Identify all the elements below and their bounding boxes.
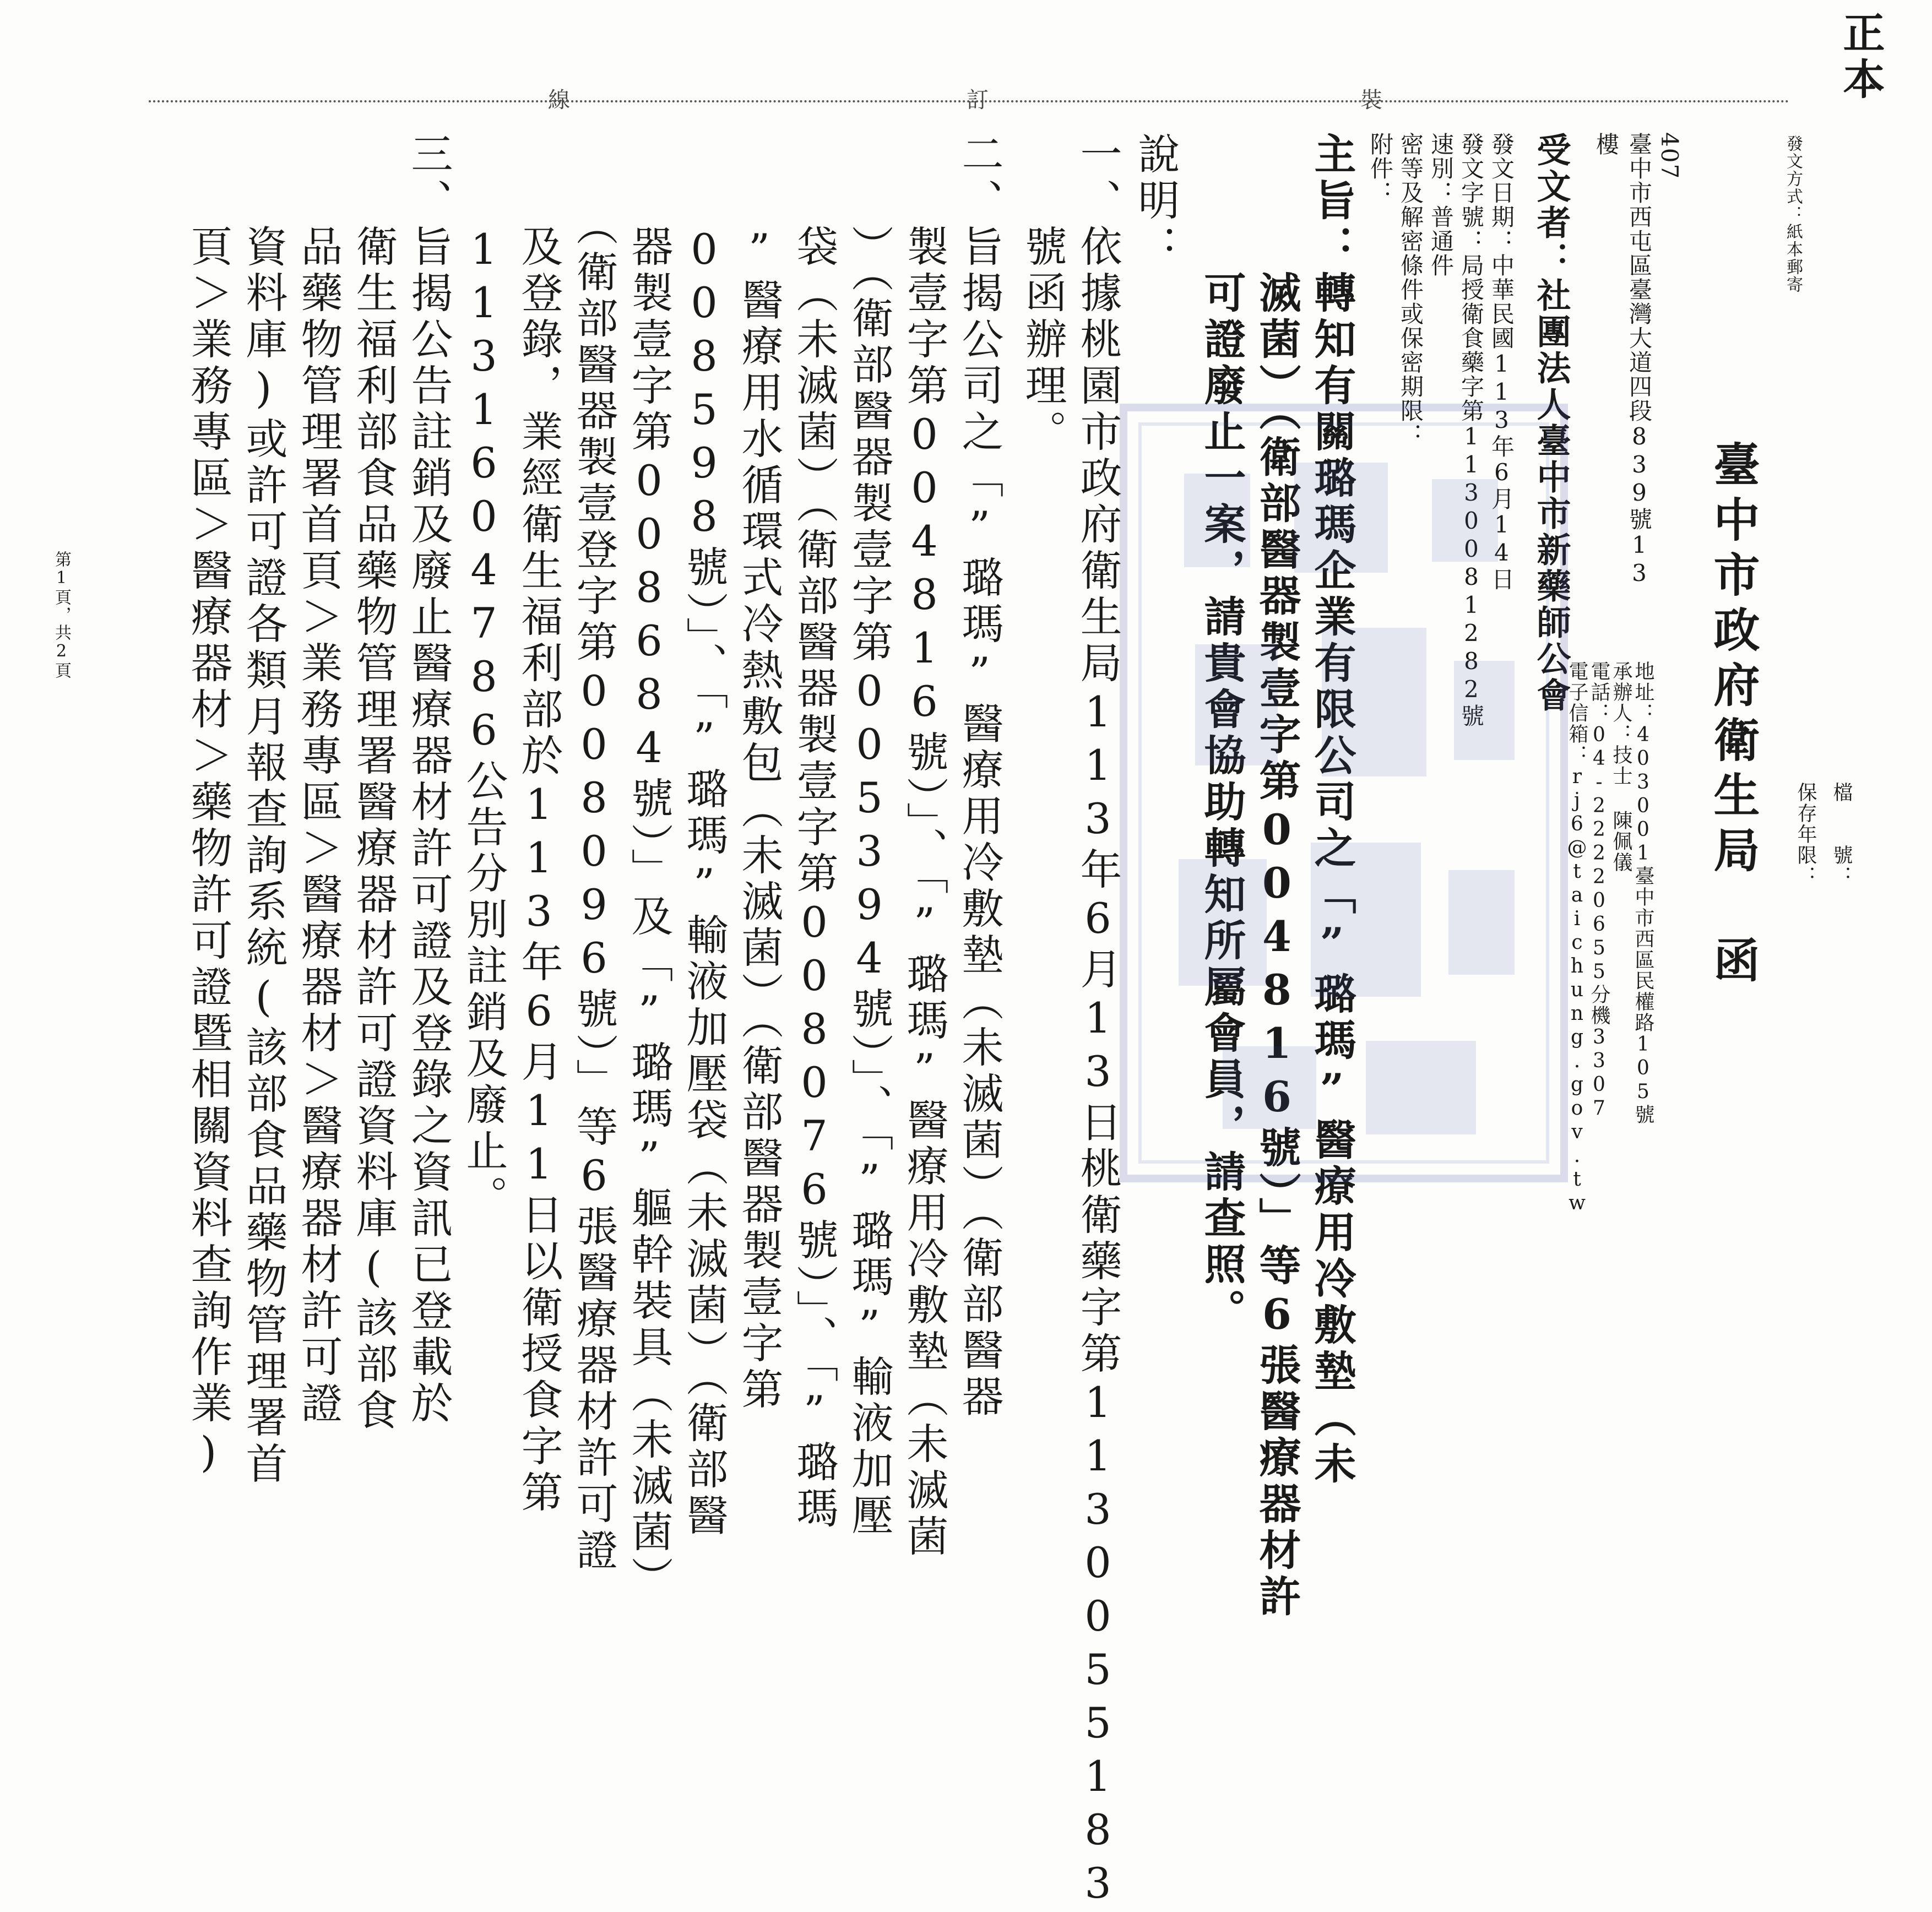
subject-line-3: 可證廢止一案，請貴會協助轉知所屬會員，請查照。 xyxy=(1197,132,1246,1335)
item-2-line-7: 器製壹字第008684號）」及「”璐瑪”軀幹裝具（未滅菌） xyxy=(625,132,674,1603)
sender-phone: 電話：04-22220655分機3307 xyxy=(1588,661,1610,1121)
send-method: 發文方式：紙本郵寄 xyxy=(1783,135,1803,294)
item-2-line-4: 袋（未滅菌）（衛部醫器製壹字第008076號）」、「”璐瑪 xyxy=(790,132,839,1533)
recipient-address-line1: 臺中市西屯區臺灣大道四段839號13 xyxy=(1626,132,1653,588)
item-2-line-6: 008598號）」、「”璐瑪”輸液加壓袋（未滅菌）（衛部醫 xyxy=(680,132,729,1540)
sender-email: 電子信箱：rj6@taichung.gov.tw xyxy=(1566,661,1588,1215)
attachment: 附件： xyxy=(1367,132,1394,205)
subject-line-1: 主旨：轉知有關璐瑪企業有限公司之「”璐瑪”醫療用冷敷墊（未 xyxy=(1307,132,1356,1488)
item-1-line-2: 號函辦理。 xyxy=(1018,132,1067,456)
item-3-line-3: 品藥物管理署首頁＞業務專區＞醫療器材＞醫療器材許可證 xyxy=(294,132,343,1427)
issue-date: 發文日期：中華民國113年6月14日 xyxy=(1488,132,1515,591)
explanation-label: 說明： xyxy=(1131,132,1180,271)
binding-char-right: 裝 xyxy=(1360,88,1382,113)
item-2-line-10: 1131604786公告分別註銷及廢止。 xyxy=(459,132,508,1221)
archive-number: 檔 號： xyxy=(1830,782,1853,887)
subject-line-2: 滅菌）（衛部醫器製壹字第004816號）」等6張醫療器材許 xyxy=(1252,132,1301,1621)
sender-handler: 承辦人：技士 陳佩儀 xyxy=(1610,661,1632,873)
item-1-line-1: 一、依據桃園市政府衛生局113年6月13日桃衛藥字第1130055183 xyxy=(1073,132,1122,1912)
item-2-line-1: 二、旨揭公司之「”璐瑪”醫療用冷敷墊（未滅菌）（衛部醫器 xyxy=(955,132,1004,1421)
item-3-line-4: 資料庫)或許可證各類月報查詢系統(該部食品藥物管理署首 xyxy=(239,132,288,1488)
recipient: 受文者：社團法人臺中市新藥師公會 xyxy=(1531,132,1571,714)
document-title: 臺中市政府衛生局 函 xyxy=(1706,441,1761,991)
recipient-postcode: 407 xyxy=(1656,132,1683,180)
item-2-line-3: ）（衛部醫器製壹字第005394號）」、「”璐瑪”輸液加壓 xyxy=(845,132,894,1540)
secrecy-level: 密等及解密條件或保密期限： xyxy=(1397,132,1424,447)
official-seal-stamp xyxy=(1101,385,1586,1201)
item-3-line-1: 三、旨揭公告註銷及廢止醫療器材許可證及登錄之資訊已登載於 xyxy=(404,132,453,1427)
original-copy-mark: 正本 xyxy=(1836,11,1885,104)
binding-char-left: 線 xyxy=(548,88,570,113)
retention-period: 保存年限： xyxy=(1794,782,1817,887)
sender-address: 地址：403001臺中市西區民權路105號 xyxy=(1632,661,1654,1125)
item-2-line-9: 及登錄，業經衛生福利部於113年6月11日以衛授食字第 xyxy=(514,132,563,1517)
recipient-address-line2: 樓 xyxy=(1593,132,1620,156)
page-number: 第1頁，共2頁 xyxy=(52,551,71,680)
item-3-line-5: 頁＞業務專區＞醫療器材＞藥物許可證暨相關資料查詢作業) xyxy=(184,132,233,1481)
item-2-line-5: ”醫療用水循環式冷熱敷包（未滅菌）（衛部醫器製壹字第 xyxy=(735,132,784,1414)
delivery-speed: 速別：普通件 xyxy=(1428,132,1455,278)
item-3-line-2: 衛生福利部食品藥物管理署醫療器材許可證資料庫(該部食 xyxy=(349,132,398,1435)
item-2-line-2: 製壹字第004816號）」、「”璐瑪”醫療用冷敷墊（未滅菌 xyxy=(900,132,949,1561)
binding-char-middle: 訂 xyxy=(967,88,989,113)
item-2-line-8: （衛部醫器製壹登字第008096號）」等6張醫療器材許可證 xyxy=(569,132,618,1574)
document-number: 發文字號：局授衛食藥字第1130081282號 xyxy=(1458,132,1485,728)
